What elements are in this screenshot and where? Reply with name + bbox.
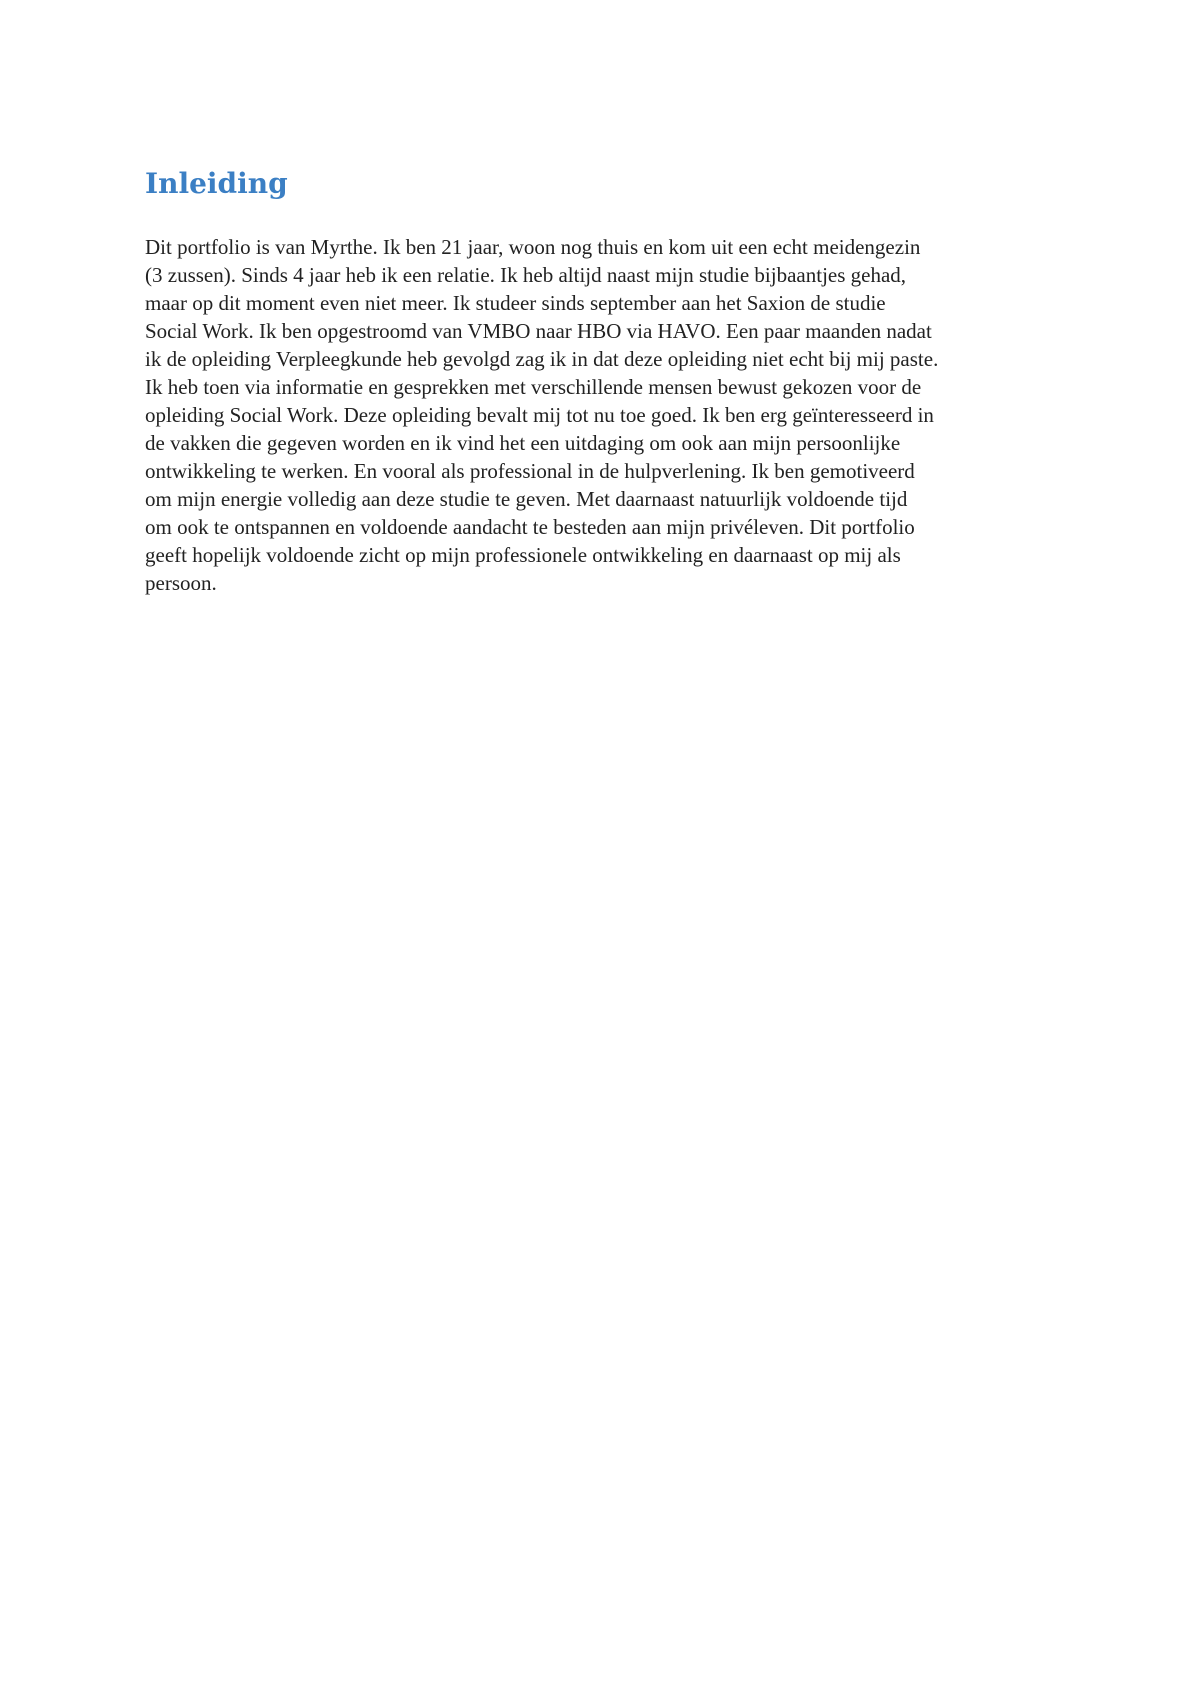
paragraph-line: om mijn energie volledig aan deze studie te geven. Met daarnaast natuurlijk voldoende tijd [145,487,908,511]
paragraph-line: maar op dit moment even niet meer. Ik studeer sinds september aan het Saxion de studie [145,291,886,315]
paragraph-line: de vakken die gegeven worden en ik vind het een uitdaging om ook aan mijn persoonlijke [145,431,901,455]
paragraph-line: Dit portfolio is van Myrthe. Ik ben 21 jaar, woon nog thuis en kom uit een echt meidengezin [145,235,921,259]
paragraph-line: (3 zussen). Sinds 4 jaar heb ik een relatie. Ik heb altijd naast mijn studie bijbaantjes gehad, [145,263,907,287]
paragraph-line: ontwikkeling te werken. En vooral als professional in de hulpverlening. Ik ben gemotiveerd [145,459,915,483]
paragraph-line: om ook te ontspannen en voldoende aandacht te besteden aan mijn privéleven. Dit portfolio [145,515,915,539]
paragraph-line: Social Work. Ik ben opgestroomd van VMBO naar HBO via HAVO. Een paar maanden nadat [145,319,932,343]
introduction-paragraph [145,233,1065,597]
paragraph-line: opleiding Social Work. Deze opleiding bevalt mij tot nu toe goed. Ik ben erg geïnteresseerd in [145,403,934,427]
paragraph-line: ik de opleiding Verpleegkunde heb gevolgd zag ik in dat deze opleiding niet echt bij mij paste. [145,347,939,371]
page-title: Inleiding [145,167,288,200]
paragraph-line: Ik heb toen via informatie en gesprekken met verschillende mensen bewust gekozen voor de [145,375,922,399]
paragraph-line: geeft hopelijk voldoende zicht op mijn professionele ontwikkeling en daarnaast op mij als [145,543,901,567]
paragraph-line: persoon. [145,571,217,595]
